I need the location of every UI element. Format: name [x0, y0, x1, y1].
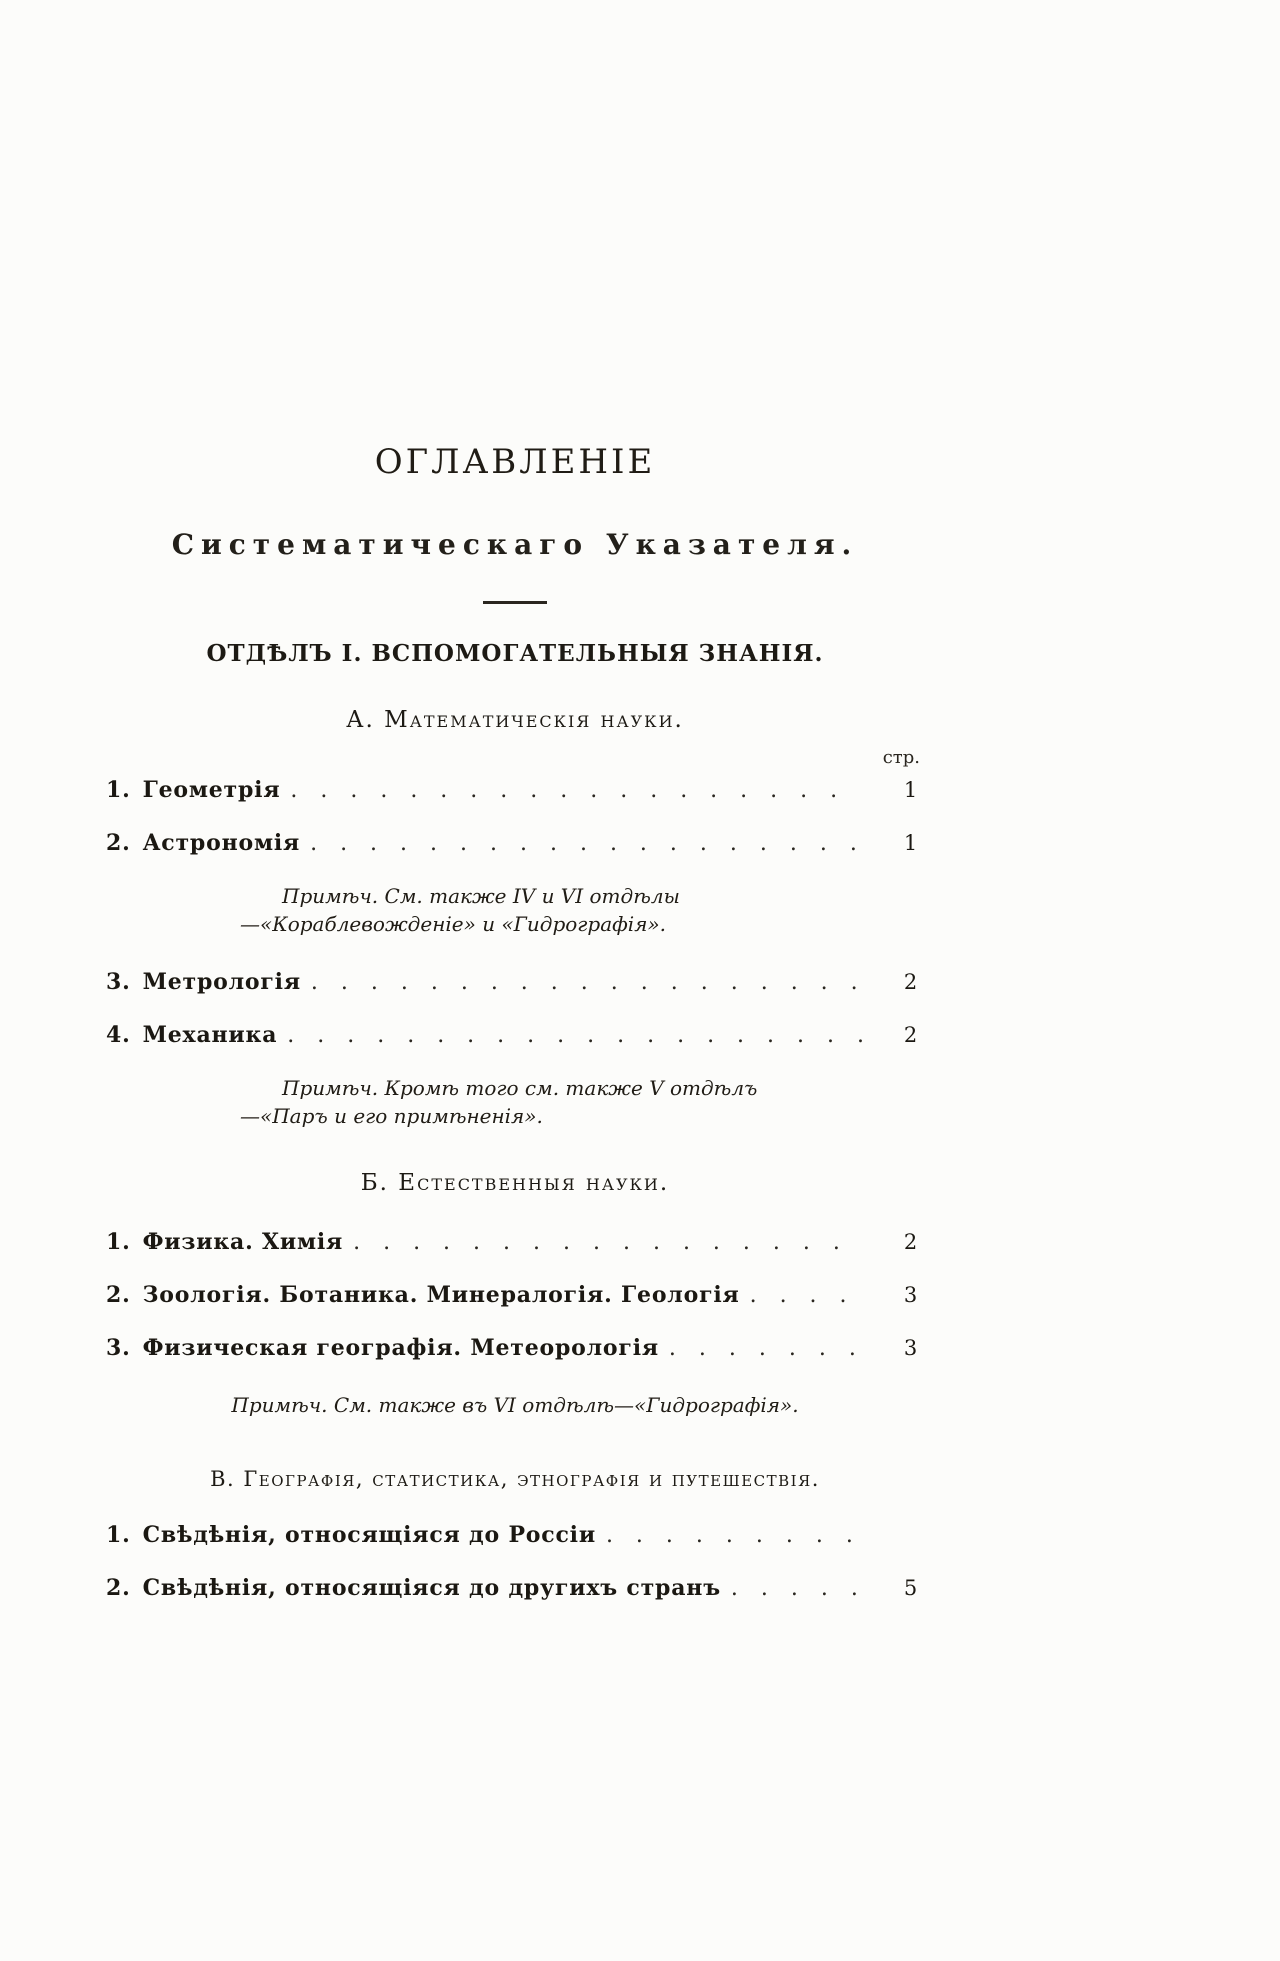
toc-entry	[106, 1230, 924, 1255]
toc-entry	[106, 831, 924, 856]
entry-page-number: 3	[903, 1336, 918, 1360]
entry-number: 1.	[106, 1229, 131, 1255]
entry-title: Астрономія	[142, 830, 301, 856]
footnote: Примѣч. См. также въ VI отдѣлѣ—«Гидрографія».	[231, 1393, 799, 1417]
entry-title: Физика. Химія	[142, 1229, 344, 1255]
dot-leader	[669, 1337, 862, 1361]
entry-page-number: 1	[903, 778, 918, 802]
subsection-a-heading: А. Математическія науки.	[346, 707, 684, 733]
toc-entry	[106, 1283, 924, 1308]
page-column-label: стр.	[882, 747, 920, 768]
entry-page-number: 1	[903, 831, 918, 855]
dot-leader	[290, 779, 862, 803]
entry-number: 1.	[106, 1522, 131, 1548]
entry-title: Физическая географія. Метеорологія	[142, 1335, 659, 1361]
page-title: ОГЛАВЛЕНІЕ	[374, 442, 656, 482]
entry-title: Свѣдѣнія, относящіяся до другихъ странъ	[142, 1575, 721, 1601]
entry-page-number: 2	[903, 1230, 918, 1254]
toc-entry	[106, 970, 924, 995]
entry-title: Метрологія	[142, 969, 301, 995]
toc-entry	[106, 778, 924, 803]
toc-entry	[106, 1576, 924, 1601]
divider-rule	[483, 601, 547, 604]
entry-number: 4.	[106, 1022, 131, 1048]
entry-title: Зоологія. Ботаника. Минералогія. Геологія	[142, 1282, 740, 1308]
footnote: Примѣч. См. также IV и VI отдѣлы—«Кораблевожденіе» и «Гидрографія».	[240, 884, 680, 936]
entry-title: Геометрія	[142, 777, 281, 803]
dot-leader	[310, 832, 862, 856]
toc-entry	[106, 1523, 924, 1548]
entry-number: 2.	[106, 830, 131, 856]
toc-entry	[106, 1336, 924, 1361]
entry-number: 3.	[106, 969, 131, 995]
entry-page-number: 5	[903, 1576, 918, 1600]
entry-title: Механика	[142, 1022, 278, 1048]
section-i-heading: ОТДѢЛЪ I. ВСПОМОГАТЕЛЬНЫЯ ЗНАНІЯ.	[206, 640, 824, 667]
toc-entry	[106, 1023, 924, 1048]
footnote: Примѣч. Кромѣ того см. также V отдѣлъ—«Паръ и его примѣненія».	[240, 1076, 758, 1128]
dot-leader	[731, 1577, 862, 1601]
entry-page-number: 2	[903, 970, 918, 994]
dot-leader	[287, 1024, 862, 1048]
dot-leader	[606, 1524, 862, 1548]
entry-title: Свѣдѣнія, относящіяся до Россіи	[142, 1522, 596, 1548]
entry-page-number: 2	[903, 1023, 918, 1047]
dot-leader	[750, 1284, 862, 1308]
entry-page-number: 3	[903, 1283, 918, 1307]
subsection-b-heading: Б. Естественныя науки.	[360, 1170, 670, 1196]
page-subtitle: Систематическаго Указателя.	[171, 528, 859, 561]
table-of-contents	[106, 442, 924, 1601]
entry-number: 2.	[106, 1575, 131, 1601]
subsection-v-heading: В. Географія, статистика, этнографія и путешествія.	[210, 1467, 820, 1491]
entry-number: 1.	[106, 777, 131, 803]
dot-leader	[353, 1231, 862, 1255]
entry-number: 2.	[106, 1282, 131, 1308]
entry-number: 3.	[106, 1335, 131, 1361]
dot-leader	[311, 971, 862, 995]
